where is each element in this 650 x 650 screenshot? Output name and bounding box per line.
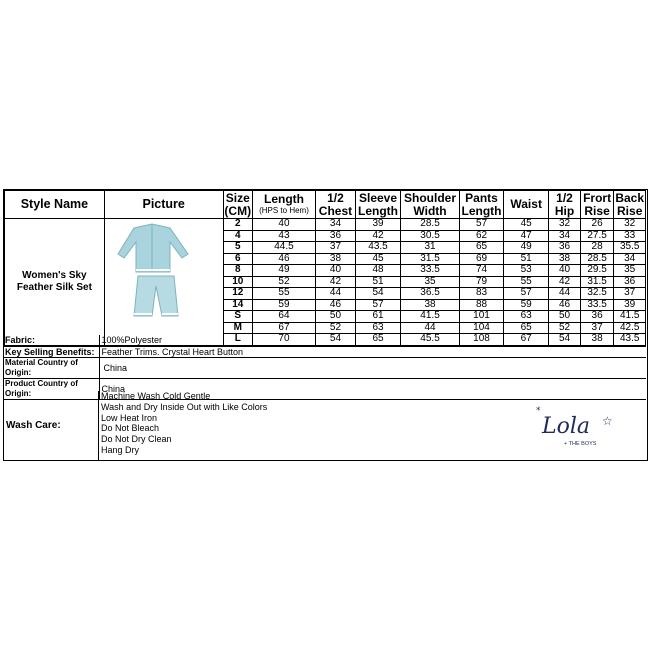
- measure-cell: 50: [549, 311, 581, 323]
- measure-cell: 51: [355, 276, 400, 288]
- measure-cell: 37: [580, 322, 614, 334]
- wash-care-lines: [101, 391, 267, 456]
- measure-cell: 44: [549, 288, 581, 300]
- header-front-rise: Frort Rise: [580, 191, 614, 219]
- wash-line: Machine Wash Cold Gentle: [101, 391, 211, 401]
- measure-cell: 43.5: [614, 334, 646, 346]
- measure-cell: 36: [614, 276, 646, 288]
- measure-cell: 108: [459, 334, 503, 346]
- size-cell: 2: [223, 219, 252, 231]
- fabric-value: 100%Polyester: [99, 335, 646, 346]
- measure-cell: 34: [614, 253, 646, 265]
- header-chest: 1/2 Chest: [316, 191, 356, 219]
- measure-cell: 67: [252, 322, 315, 334]
- header-waist: Waist: [504, 191, 549, 219]
- measure-cell: 41.5: [401, 311, 460, 323]
- measure-cell: 69: [459, 253, 503, 265]
- measure-cell: 41.5: [614, 311, 646, 323]
- measure-cell: 54: [549, 334, 581, 346]
- size-cell: M: [223, 322, 252, 334]
- measure-cell: 26: [580, 219, 614, 231]
- measure-cell: 35.5: [614, 242, 646, 254]
- size-cell: 4: [223, 230, 252, 242]
- measure-cell: 48: [355, 265, 400, 277]
- size-chart-sheet: [3, 189, 648, 461]
- measure-cell: 47: [504, 230, 549, 242]
- size-cell: 14: [223, 299, 252, 311]
- size-rows: [5, 219, 646, 346]
- wash-line: Hang Dry: [101, 444, 140, 455]
- measure-cell: 45: [504, 219, 549, 231]
- measure-cell: 31.5: [580, 276, 614, 288]
- measure-cell: 36.5: [401, 288, 460, 300]
- measure-cell: 27.5: [580, 230, 614, 242]
- size-cell: 8: [223, 265, 252, 277]
- measure-cell: 32.5: [580, 288, 614, 300]
- size-cell: 5: [223, 242, 252, 254]
- size-cell: 10: [223, 276, 252, 288]
- measure-cell: 28.5: [580, 253, 614, 265]
- measure-cell: 52: [549, 322, 581, 334]
- svg-text:*: *: [536, 406, 541, 416]
- measure-cell: 53: [504, 265, 549, 277]
- logo-sub: + THE BOYS: [564, 441, 597, 447]
- measure-cell: 88: [459, 299, 503, 311]
- size-cell: 6: [223, 253, 252, 265]
- measure-cell: 38: [316, 253, 356, 265]
- measure-cell: 37: [316, 242, 356, 254]
- measure-cell: 38: [549, 253, 581, 265]
- measure-cell: 46: [549, 299, 581, 311]
- measure-cell: 57: [504, 288, 549, 300]
- measure-cell: 64: [252, 311, 315, 323]
- measure-cell: 67: [504, 334, 549, 346]
- measure-cell: 35: [614, 265, 646, 277]
- wash-line: Wash and Dry Inside Out with Like Colors: [101, 401, 268, 412]
- size-cell: L: [223, 334, 252, 346]
- table-row: [5, 219, 646, 231]
- product-country-value: China: [99, 378, 646, 399]
- measure-cell: 83: [459, 288, 503, 300]
- logo-brand: Lola: [542, 414, 591, 439]
- measure-cell: 39: [614, 299, 646, 311]
- measure-cell: 43: [252, 230, 315, 242]
- measure-cell: 35: [401, 276, 460, 288]
- product-info: [4, 335, 646, 400]
- header-back-rise: Back Rise: [615, 190, 645, 218]
- measure-cell: 49: [504, 242, 549, 254]
- measure-cell: 44.5: [252, 242, 315, 254]
- measure-cell: 36: [549, 242, 581, 254]
- measure-cell: 40: [316, 265, 356, 277]
- measure-cell: 57: [459, 219, 503, 231]
- material-country-label: Material Country of Origin:: [4, 357, 99, 378]
- measure-cell: 46: [316, 299, 356, 311]
- header-size: Size (CM): [224, 190, 252, 218]
- measure-cell: 45.5: [401, 334, 460, 346]
- measure-cell: 45: [355, 253, 400, 265]
- measure-cell: 50: [316, 311, 356, 323]
- measure-cell: 46: [252, 253, 315, 265]
- measure-cell: 38: [401, 299, 460, 311]
- header-sleeve: Sleeve Length: [355, 191, 400, 219]
- measure-cell: 54: [316, 334, 356, 346]
- measure-cell: 36: [580, 311, 614, 323]
- measure-cell: 63: [355, 322, 400, 334]
- header-shoulder: Shoulder Width: [401, 191, 460, 219]
- measure-cell: 38: [580, 334, 614, 346]
- size-cell: 12: [223, 288, 252, 300]
- measure-cell: 61: [355, 311, 400, 323]
- measure-cell: 59: [504, 299, 549, 311]
- measure-cell: 74: [459, 265, 503, 277]
- measure-cell: 34: [316, 219, 356, 231]
- pajama-set-picture: [112, 220, 202, 320]
- wash-line: Do Not Dry Clean: [101, 434, 172, 445]
- header-hip: 1/2 Hip: [549, 191, 581, 219]
- size-chart-table: [4, 190, 646, 346]
- measure-cell: 52: [252, 276, 315, 288]
- wash-care-label: Wash Care:: [4, 391, 99, 460]
- measure-cell: 70: [252, 334, 315, 346]
- measure-cell: 52: [316, 322, 356, 334]
- measure-cell: 65: [459, 242, 503, 254]
- key-benefits-label: Key Selling Benefits:: [4, 346, 99, 357]
- lola-logo: [534, 405, 614, 449]
- header-picture: Picture: [104, 191, 223, 219]
- measure-cell: 104: [459, 322, 503, 334]
- info-table: [4, 335, 646, 400]
- measure-cell: 101: [459, 311, 503, 323]
- measure-cell: 33.5: [401, 265, 460, 277]
- measure-cell: 33.5: [580, 299, 614, 311]
- measure-cell: 32: [549, 219, 581, 231]
- size-cell: S: [223, 311, 252, 323]
- measure-cell: 39: [355, 219, 400, 231]
- measure-cell: 40: [549, 265, 581, 277]
- wash-line: Do Not Bleach: [101, 423, 160, 434]
- measure-cell: 44: [316, 288, 356, 300]
- measure-cell: 36: [316, 230, 356, 242]
- wash-line: Low Heat Iron: [101, 412, 158, 423]
- fabric-label: Fabric:: [4, 335, 99, 346]
- measure-cell: 62: [459, 230, 503, 242]
- header-style-name: Style Name: [5, 191, 105, 219]
- wash-care-section: [4, 391, 646, 461]
- measure-cell: 43.5: [355, 242, 400, 254]
- measure-cell: 31: [401, 242, 460, 254]
- product-country-label: Product Country of Origin:: [4, 378, 99, 399]
- measure-cell: 29.5: [580, 265, 614, 277]
- svg-text:☆: ☆: [602, 414, 613, 428]
- measure-cell: 49: [252, 265, 315, 277]
- length-note: (HPS to Hem): [259, 206, 309, 215]
- header-pants: Pants Length: [459, 191, 503, 219]
- measure-cell: 59: [252, 299, 315, 311]
- header-length: Length (HPS to Hem): [252, 191, 315, 219]
- measure-cell: 34: [549, 230, 581, 242]
- measure-cell: 55: [252, 288, 315, 300]
- measure-cell: 40: [252, 219, 315, 231]
- material-country-value: China: [99, 357, 646, 378]
- measure-cell: 42: [549, 276, 581, 288]
- key-benefits-value: Feather Trims. Crystal Heart Button: [99, 346, 646, 357]
- measure-cell: 28: [580, 242, 614, 254]
- measure-cell: 33: [614, 230, 646, 242]
- measure-cell: 63: [504, 311, 549, 323]
- measure-cell: 37: [614, 288, 646, 300]
- measure-cell: 30.5: [401, 230, 460, 242]
- measure-cell: 79: [459, 276, 503, 288]
- measure-cell: 51: [504, 253, 549, 265]
- measure-cell: 42.5: [614, 322, 646, 334]
- measure-cell: 31.5: [401, 253, 460, 265]
- measure-cell: 42: [316, 276, 356, 288]
- measure-cell: 28.5: [401, 219, 460, 231]
- style-name-cell: Women's Sky Feather Silk Set: [5, 219, 105, 346]
- measure-cell: 44: [401, 322, 460, 334]
- measure-cell: 57: [355, 299, 400, 311]
- measure-cell: 42: [355, 230, 400, 242]
- measure-cell: 54: [355, 288, 400, 300]
- measure-cell: 65: [504, 322, 549, 334]
- measure-cell: 32: [614, 219, 646, 231]
- measure-cell: 55: [504, 276, 549, 288]
- measure-cell: 65: [355, 334, 400, 346]
